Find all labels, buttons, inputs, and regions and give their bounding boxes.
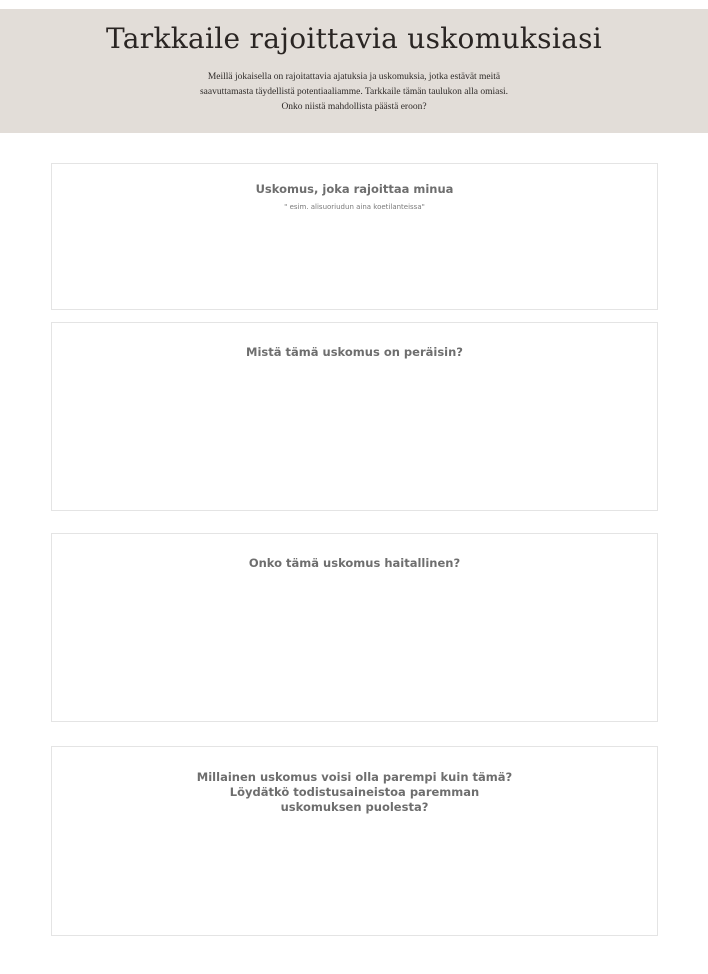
box-question (52, 770, 657, 815)
intro-line: Onko niistä mahdollista päästä eroon? (281, 102, 427, 112)
better-belief-box[interactable] (51, 746, 658, 936)
box-question (52, 345, 657, 360)
page-title: Tarkkaile rajoittavia uskomuksiasi (105, 22, 603, 55)
limiting-belief-box[interactable] (51, 163, 658, 310)
box-question (52, 556, 657, 571)
question-line: Onko tämä uskomus haitallinen? (248, 556, 461, 570)
question-line: Uskomus, joka rajoittaa minua (255, 182, 454, 196)
intro-line: Meillä jokaisella on rajoitattavia ajatuksia ja uskomuksia, jotka estävät meitä (207, 72, 501, 82)
belief-harmful-box[interactable] (51, 533, 658, 722)
intro-text (154, 70, 554, 115)
question-line: Löydätkö todistusaineistoa paremman (229, 785, 480, 799)
belief-origin-box[interactable] (51, 322, 658, 511)
question-line: Mistä tämä uskomus on peräisin? (246, 345, 463, 359)
box-question (52, 182, 657, 197)
intro-line: saavuttamasta täydellistä potentiaaliamme. Tarkkaile tämän taulukon alla omiasi. (199, 87, 509, 97)
example-text: " esim. alisuoriudun aina koetilanteissa" (284, 203, 425, 211)
question-line: Millainen uskomus voisi olla parempi kuin tämä? (196, 770, 513, 784)
question-line: uskomuksen puolesta? (280, 800, 429, 814)
